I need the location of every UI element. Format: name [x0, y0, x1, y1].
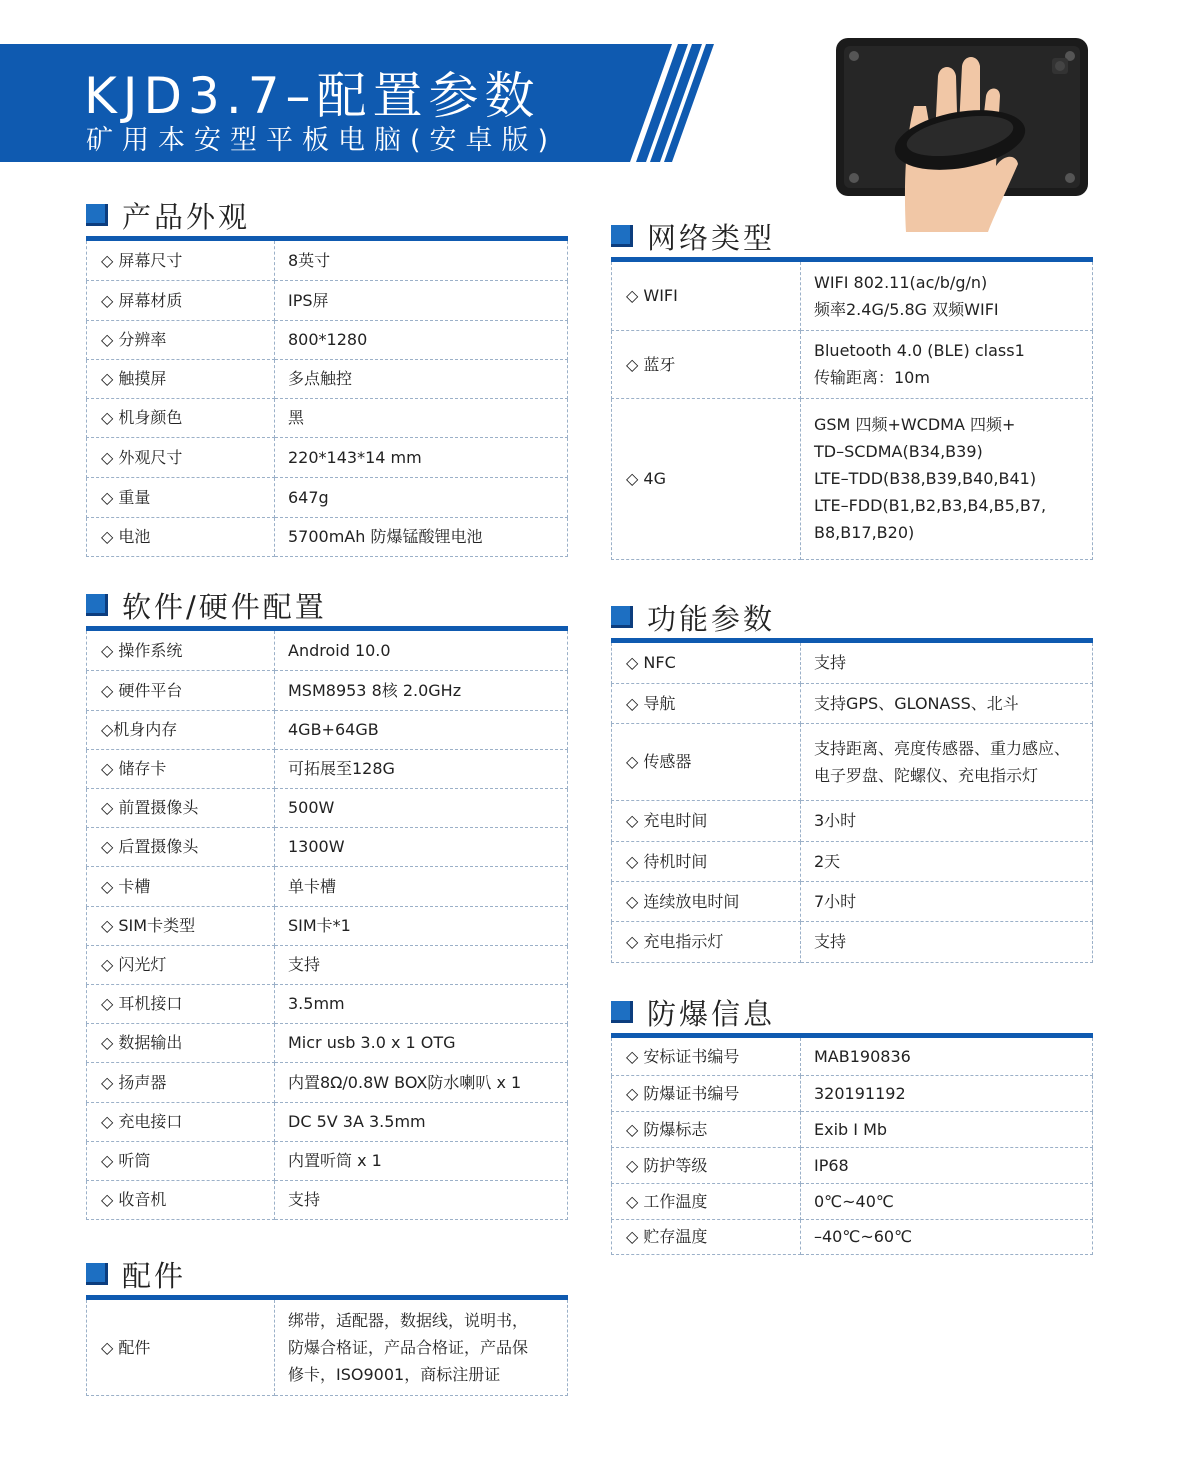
spec-row [87, 945, 568, 984]
spec-value: 支持 [275, 945, 568, 984]
spec-key: ◇ 工作温度 [612, 1183, 801, 1219]
spec-key: ◇ 收音机 [87, 1180, 275, 1219]
spec-value: 支持 [801, 643, 1093, 683]
spec-value: 内置听筒 x 1 [275, 1141, 568, 1180]
page-title: KJD3.7–配置参数 [84, 67, 541, 125]
section-rule [86, 626, 568, 631]
spec-value-line: LTE–TDD(B38,B39,B40,B41) [814, 469, 1037, 488]
spec-value: 5700mAh 防爆锰酸锂电池 [275, 517, 568, 556]
spec-value: 320191192 [801, 1075, 1093, 1111]
spec-key: ◇ 触摸屏 [87, 359, 275, 398]
spec-key: ◇ WIFI [612, 262, 801, 330]
spec-row [87, 280, 568, 320]
spec-key: ◇ 储存卡 [87, 749, 275, 788]
spec-key: ◇ 连续放电时间 [612, 881, 801, 921]
section-header [611, 597, 1093, 643]
spec-key: ◇ 听筒 [87, 1141, 275, 1180]
section-square-icon [611, 606, 633, 628]
spec-value: IP68 [801, 1147, 1093, 1183]
spec-key: ◇ 外观尺寸 [87, 437, 275, 477]
section-square-icon [86, 204, 108, 226]
spec-value-line: 频率2.4G/5.8G 双频WIFI [814, 299, 999, 319]
spec-key: ◇ 充电指示灯 [612, 921, 801, 962]
section-rule [86, 236, 568, 241]
section-rule [611, 638, 1093, 643]
spec-row [612, 262, 1093, 330]
section-header [86, 195, 568, 241]
spec-row [87, 477, 568, 517]
spec-key: ◇ 防爆证书编号 [612, 1075, 801, 1111]
spec-value: 2天 [801, 841, 1093, 881]
spec-value-line: 支持距离、亮度传感器、重力感应、 [814, 738, 1071, 758]
section-header [86, 1254, 568, 1300]
spec-value: 0℃~40℃ [801, 1183, 1093, 1219]
spec-key: ◇ 4G [612, 398, 801, 559]
page-subtitle: 矿用本安型平板电脑(安卓版) [86, 125, 558, 156]
spec-key: ◇ 重量 [87, 477, 275, 517]
spec-value: 8英寸 [275, 241, 568, 280]
spec-row [87, 1300, 568, 1395]
spec-key: ◇ 配件 [87, 1300, 275, 1395]
spec-row [87, 517, 568, 556]
spec-row [87, 710, 568, 749]
spec-row [87, 866, 568, 906]
spec-row [612, 921, 1093, 962]
spec-key: ◇ 防爆标志 [612, 1111, 801, 1147]
spec-row [87, 1141, 568, 1180]
section-square-icon [86, 1263, 108, 1285]
section-software [86, 585, 568, 1220]
spec-value: 支持 [801, 921, 1093, 962]
spec-key: ◇ 后置摄像头 [87, 827, 275, 866]
spec-key: ◇ 闪光灯 [87, 945, 275, 984]
spec-value: DC 5V 3A 3.5mm [275, 1102, 568, 1141]
spec-value: MAB190836 [801, 1038, 1093, 1075]
section-square-icon [86, 594, 108, 616]
spec-value [801, 330, 1093, 398]
spec-row [87, 984, 568, 1023]
spec-value-line: WIFI 802.11(ac/b/g/n) [814, 272, 988, 292]
spec-row [87, 1180, 568, 1219]
spec-row [612, 841, 1093, 881]
section-title: 产品外观 [122, 200, 251, 234]
spec-key: ◇ NFC [612, 643, 801, 683]
spec-value-line: 修卡，ISO9001，商标注册证 [288, 1364, 501, 1384]
spec-value: 500W [275, 788, 568, 827]
spec-key: ◇ 前置摄像头 [87, 788, 275, 827]
section-rule [86, 1295, 568, 1300]
section-title: 网络类型 [647, 221, 776, 255]
spec-key: ◇ 扬声器 [87, 1062, 275, 1102]
spec-value: Micr usb 3.0 x 1 OTG [275, 1023, 568, 1062]
spec-key: ◇ 充电接口 [87, 1102, 275, 1141]
spec-key: ◇ 分辨率 [87, 320, 275, 359]
spec-key: ◇ 待机时间 [612, 841, 801, 881]
spec-value: Android 10.0 [275, 631, 568, 670]
spec-row [612, 398, 1093, 559]
spec-row [612, 723, 1093, 800]
spec-row [612, 1147, 1093, 1183]
spec-key: ◇ 贮存温度 [612, 1219, 801, 1254]
spec-value: 647g [275, 477, 568, 517]
spec-value: 220*143*14 mm [275, 437, 568, 477]
spec-key: ◇ 卡槽 [87, 866, 275, 906]
spec-value [801, 398, 1093, 559]
spec-row [612, 330, 1093, 398]
spec-key: ◇ 数据输出 [87, 1023, 275, 1062]
tablet-photo [834, 36, 1090, 232]
spec-row [612, 683, 1093, 723]
spec-key: ◇ 充电时间 [612, 800, 801, 841]
section-rule [611, 257, 1093, 262]
spec-row [612, 800, 1093, 841]
spec-value: 800*1280 [275, 320, 568, 359]
spec-row [87, 670, 568, 710]
spec-row [87, 1102, 568, 1141]
section-network [611, 216, 1093, 560]
spec-row [612, 1075, 1093, 1111]
section-square-icon [611, 225, 633, 247]
spec-value-line: Bluetooth 4.0 (BLE) class1 [814, 341, 1025, 360]
section-title: 配件 [122, 1259, 187, 1293]
spec-key: ◇ 屏幕尺寸 [87, 241, 275, 280]
section-title: 软件/硬件配置 [122, 590, 327, 624]
spec-value: 3小时 [801, 800, 1093, 841]
spec-key: ◇ 电池 [87, 517, 275, 556]
spec-key: ◇ 硬件平台 [87, 670, 275, 710]
spec-key: ◇ 安标证书编号 [612, 1038, 801, 1075]
spec-value-line: 绑带，适配器，数据线，说明书， [288, 1310, 529, 1330]
spec-value: 4GB+64GB [275, 710, 568, 749]
spec-value: 7小时 [801, 881, 1093, 921]
spec-key: ◇ 传感器 [612, 723, 801, 800]
section-rule [611, 1033, 1093, 1038]
spec-table-appearance [86, 241, 568, 557]
spec-value: 3.5mm [275, 984, 568, 1023]
spec-key: ◇ SIM卡类型 [87, 906, 275, 945]
section-title: 功能参数 [647, 602, 776, 636]
spec-key: ◇ 导航 [612, 683, 801, 723]
spec-row [612, 1038, 1093, 1075]
spec-table-functions [611, 643, 1093, 963]
section-functions [611, 597, 1093, 963]
spec-table-accessories [86, 1300, 568, 1396]
section-square-icon [611, 1001, 633, 1023]
spec-row [612, 1219, 1093, 1254]
spec-value: 黑 [275, 398, 568, 437]
spec-table-software [86, 631, 568, 1220]
spec-row [87, 359, 568, 398]
spec-row [87, 1023, 568, 1062]
spec-key: ◇机身内存 [87, 710, 275, 749]
section-header [611, 992, 1093, 1038]
section-accessories [86, 1254, 568, 1396]
spec-row [87, 320, 568, 359]
spec-value-line: LTE–FDD(B1,B2,B3,B4,B5,B7, [814, 496, 1047, 515]
spec-row [87, 398, 568, 437]
spec-value: 多点触控 [275, 359, 568, 398]
spec-value: 内置8Ω/0.8W BOX防水喇叭 x 1 [275, 1062, 568, 1102]
spec-row [87, 906, 568, 945]
spec-value: 单卡槽 [275, 866, 568, 906]
spec-value: 1300W [275, 827, 568, 866]
spec-value [801, 262, 1093, 330]
spec-row [612, 1183, 1093, 1219]
spec-row [87, 1062, 568, 1102]
spec-key: ◇ 操作系统 [87, 631, 275, 670]
section-title: 防爆信息 [647, 997, 776, 1031]
spec-row [87, 631, 568, 670]
spec-row [87, 827, 568, 866]
section-explosion [611, 992, 1093, 1255]
spec-key: ◇ 防护等级 [612, 1147, 801, 1183]
spec-value [801, 723, 1093, 800]
section-header [86, 585, 568, 631]
spec-value: –40℃~60℃ [801, 1219, 1093, 1254]
spec-key: ◇ 蓝牙 [612, 330, 801, 398]
spec-row [612, 643, 1093, 683]
spec-key: ◇ 机身颜色 [87, 398, 275, 437]
spec-row [612, 1111, 1093, 1147]
spec-value: SIM卡*1 [275, 906, 568, 945]
spec-value: 支持 [275, 1180, 568, 1219]
spec-value-line: 传输距离：10m [814, 368, 930, 387]
spec-value: IPS屏 [275, 280, 568, 320]
spec-value [275, 1300, 568, 1395]
spec-value-line: 防爆合格证，产品合格证，产品保 [288, 1337, 529, 1357]
spec-key: ◇ 耳机接口 [87, 984, 275, 1023]
spec-value-line: 电子罗盘、陀螺仪、充电指示灯 [814, 765, 1039, 785]
section-appearance [86, 195, 568, 557]
spec-key: ◇ 屏幕材质 [87, 280, 275, 320]
spec-value-line: GSM 四频+WCDMA 四频+ [814, 415, 1016, 434]
spec-row [87, 749, 568, 788]
spec-value: 支持GPS、GLONASS、北斗 [801, 683, 1093, 723]
spec-value-line: TD–SCDMA(B34,B39) [814, 442, 983, 461]
spec-value: Exib I Mb [801, 1111, 1093, 1147]
spec-value-line: B8,B17,B20) [814, 523, 915, 542]
spec-value: 可拓展至128G [275, 749, 568, 788]
section-header [611, 216, 1093, 262]
spec-row [87, 788, 568, 827]
spec-table-explosion [611, 1038, 1093, 1255]
spec-row [87, 241, 568, 280]
spec-row [87, 437, 568, 477]
spec-row [612, 881, 1093, 921]
spec-table-network [611, 262, 1093, 560]
spec-value: MSM8953 8核 2.0GHz [275, 670, 568, 710]
